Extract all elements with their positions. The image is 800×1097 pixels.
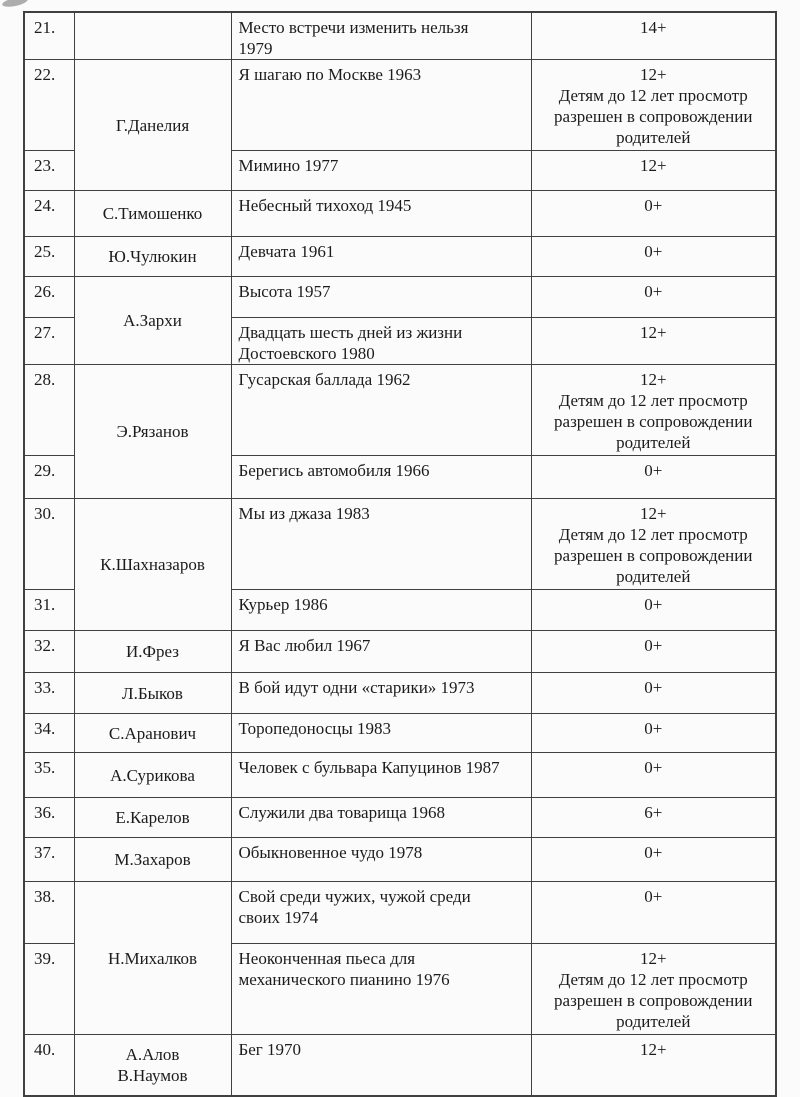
table-row-21 xyxy=(24,12,776,60)
film-title-line: Небесный тихоход 1945 xyxy=(238,196,412,215)
age-rating-line: родителей xyxy=(616,1012,691,1031)
film-title-cell xyxy=(231,944,531,1035)
film-title-line: 1979 xyxy=(238,39,273,58)
row-number-cell: 34. xyxy=(24,714,74,753)
film-title-line: своих 1974 xyxy=(238,908,319,927)
director-cell xyxy=(74,631,231,673)
age-rating-line: 0+ xyxy=(644,719,663,738)
row-number-cell: 35. xyxy=(24,753,74,798)
age-rating-cell xyxy=(531,499,776,590)
film-title-line: Двадцать шесть дней из жизни xyxy=(238,323,463,342)
film-title-line: Свой среди чужих, чужой среди xyxy=(238,887,471,906)
row-number-cell: 27. xyxy=(24,318,74,365)
table-row-28 xyxy=(24,365,776,456)
age-rating-cell xyxy=(531,60,776,151)
age-rating-line: 12+ xyxy=(639,1040,667,1059)
age-rating-cell xyxy=(531,191,776,237)
row-number-cell: 21. xyxy=(24,12,74,60)
row-number-cell: 26. xyxy=(24,277,74,318)
film-title-line: Бег 1970 xyxy=(238,1040,302,1059)
film-title-cell xyxy=(231,714,531,753)
age-rating-line: 0+ xyxy=(644,242,663,261)
director-name-line: С.Тимошенко xyxy=(102,204,203,223)
age-rating-line: 0+ xyxy=(644,636,663,655)
director-cell xyxy=(74,882,231,1035)
age-rating-line: 0+ xyxy=(644,595,663,614)
table-row-37 xyxy=(24,838,776,882)
director-name-line: С.Аранович xyxy=(108,723,197,743)
film-title-cell xyxy=(231,1035,531,1096)
row-number-cell: 30. xyxy=(24,499,74,590)
row-number-cell: 36. xyxy=(24,798,74,838)
age-rating-cell xyxy=(531,151,776,191)
age-rating-cell xyxy=(531,12,776,60)
age-rating-cell xyxy=(531,631,776,673)
film-title-cell xyxy=(231,318,531,365)
age-rating-line: Детям до 12 лет просмотр xyxy=(558,970,748,989)
film-title-line: Гусарская баллада 1962 xyxy=(238,370,411,389)
film-title-line: Девчата 1961 xyxy=(238,242,335,261)
director-name-line: Г.Данелия xyxy=(115,115,190,135)
age-rating-line: 0+ xyxy=(644,758,663,777)
director-name-line: Э.Рязанов xyxy=(116,422,189,441)
row-number-cell: 28. xyxy=(24,365,74,456)
age-rating-line: 14+ xyxy=(639,18,667,37)
age-rating-line: 12+ xyxy=(639,370,667,389)
table-row-25 xyxy=(24,237,776,277)
age-rating-cell xyxy=(531,882,776,944)
age-rating-cell xyxy=(531,318,776,365)
age-rating-line: 0+ xyxy=(644,678,663,697)
table-row-40 xyxy=(24,1035,776,1096)
row-number-cell: 40. xyxy=(24,1035,74,1096)
age-rating-line: 0+ xyxy=(644,282,663,301)
age-rating-cell xyxy=(531,714,776,753)
director-name-line: И.Фрез xyxy=(126,642,179,661)
film-title-cell xyxy=(231,60,531,151)
table-row-32 xyxy=(24,631,776,673)
age-rating-cell xyxy=(531,237,776,277)
row-number-cell: 33. xyxy=(24,673,74,714)
director-name-line: Л.Быков xyxy=(122,683,183,703)
director-name-line: М.Захаров xyxy=(114,850,191,869)
film-title-line: Мимино 1977 xyxy=(238,156,339,175)
row-number-cell: 23. xyxy=(24,151,74,191)
row-number-cell: 32. xyxy=(24,631,74,673)
age-rating-line: 0+ xyxy=(644,461,663,480)
age-rating-cell xyxy=(531,1035,776,1096)
age-rating-cell xyxy=(531,365,776,456)
director-cell xyxy=(74,798,231,838)
film-title-line: Высота 1957 xyxy=(238,282,331,301)
director-name-line: Н.Михалков xyxy=(107,948,198,968)
films-table-body xyxy=(24,12,776,1096)
table-row-24 xyxy=(24,191,776,237)
row-number-cell: 38. xyxy=(24,882,74,944)
age-rating-line: 12+ xyxy=(639,156,667,175)
age-rating-line: 6+ xyxy=(644,803,663,822)
age-rating-line: Детям до 12 лет просмотр xyxy=(558,391,748,410)
film-title-line: Обыкновенное чудо 1978 xyxy=(238,843,423,862)
film-title-line: Мы из джаза 1983 xyxy=(238,504,370,523)
age-rating-line: Детям до 12 лет просмотр xyxy=(558,525,748,544)
table-row-30 xyxy=(24,499,776,590)
film-title-line: Место встречи изменить нельзя xyxy=(238,18,469,37)
age-rating-cell xyxy=(531,673,776,714)
director-name-line: К.Шахназаров xyxy=(100,555,205,574)
director-cell xyxy=(74,499,231,631)
film-title-line: Человек с бульвара Капуцинов 1987 xyxy=(238,758,500,777)
age-rating-line: 12+ xyxy=(639,949,667,968)
age-rating-line: родителей xyxy=(616,128,691,147)
film-title-cell xyxy=(231,237,531,277)
film-title-cell xyxy=(231,456,531,499)
director-cell xyxy=(74,60,231,191)
director-cell xyxy=(74,237,231,277)
director-cell xyxy=(74,191,231,237)
age-rating-line: 12+ xyxy=(639,65,667,84)
director-name-line: А.Сурикова xyxy=(110,765,195,785)
director-name-line: В.Наумов xyxy=(117,1065,188,1085)
age-rating-line: Детям до 12 лет просмотр xyxy=(558,86,748,105)
row-number-cell: 25. xyxy=(24,237,74,277)
film-title-cell xyxy=(231,277,531,318)
row-number-cell: 31. xyxy=(24,590,74,631)
table-row-34 xyxy=(24,714,776,753)
table-row-35 xyxy=(24,753,776,798)
age-rating-cell xyxy=(531,590,776,631)
age-rating-line: родителей xyxy=(616,433,691,452)
table-row-38 xyxy=(24,882,776,944)
row-number-cell: 39. xyxy=(24,944,74,1035)
row-number-cell: 37. xyxy=(24,838,74,882)
table-row-33 xyxy=(24,673,776,714)
film-title-line: Берегись автомобиля 1966 xyxy=(238,461,430,480)
director-cell xyxy=(74,365,231,499)
table-row-22 xyxy=(24,60,776,151)
director-cell xyxy=(74,673,231,714)
director-cell xyxy=(74,12,231,60)
film-title-line: Торопедоносцы 1983 xyxy=(238,719,392,738)
film-title-line: Неоконченная пьеса для xyxy=(238,949,416,968)
director-cell xyxy=(74,753,231,798)
age-rating-cell xyxy=(531,798,776,838)
film-title-line: Курьер 1986 xyxy=(238,595,328,614)
scan-smudge-artifact xyxy=(1,0,28,9)
films-table xyxy=(23,11,777,1097)
film-title-cell xyxy=(231,590,531,631)
film-title-cell xyxy=(231,753,531,798)
age-rating-line: 12+ xyxy=(639,323,667,342)
row-number-cell: 24. xyxy=(24,191,74,237)
film-title-cell xyxy=(231,882,531,944)
director-cell xyxy=(74,1035,231,1096)
age-rating-cell xyxy=(531,944,776,1035)
age-rating-cell xyxy=(531,753,776,798)
age-rating-line: 0+ xyxy=(644,196,663,215)
table-row-26 xyxy=(24,277,776,318)
film-title-line: Я шагаю по Москве 1963 xyxy=(238,65,422,84)
director-name-line: А.Алов xyxy=(125,1044,180,1064)
film-title-cell xyxy=(231,798,531,838)
film-title-cell xyxy=(231,151,531,191)
age-rating-line: разрешен в сопровождении xyxy=(554,107,753,126)
film-title-cell xyxy=(231,499,531,590)
age-rating-cell xyxy=(531,456,776,499)
film-title-line: В бой идут одни «старики» 1973 xyxy=(238,678,475,697)
director-cell xyxy=(74,714,231,753)
film-title-cell xyxy=(231,673,531,714)
age-rating-line: разрешен в сопровождении xyxy=(554,991,753,1010)
age-rating-cell xyxy=(531,838,776,882)
film-title-cell xyxy=(231,631,531,673)
director-name-line: Ю.Чулюкин xyxy=(108,247,197,266)
film-title-cell xyxy=(231,365,531,456)
film-title-line: Достоевского 1980 xyxy=(238,344,375,363)
director-name-line: Е.Карелов xyxy=(115,808,190,827)
director-cell xyxy=(74,277,231,365)
film-title-cell xyxy=(231,12,531,60)
age-rating-line: 12+ xyxy=(639,504,667,523)
film-title-line: Я Вас любил 1967 xyxy=(238,636,371,655)
director-name-line: А.Зархи xyxy=(123,311,182,330)
table-row-36 xyxy=(24,798,776,838)
film-title-cell xyxy=(231,191,531,237)
film-title-line: механического пианино 1976 xyxy=(238,970,450,989)
film-title-cell xyxy=(231,838,531,882)
age-rating-line: разрешен в сопровождении xyxy=(554,546,753,565)
age-rating-line: родителей xyxy=(616,567,691,586)
age-rating-line: 0+ xyxy=(644,843,663,862)
age-rating-line: 0+ xyxy=(644,887,663,906)
age-rating-cell xyxy=(531,277,776,318)
age-rating-line: разрешен в сопровождении xyxy=(554,412,753,431)
film-title-line: Служили два товарища 1968 xyxy=(238,803,446,822)
row-number-cell: 22. xyxy=(24,60,74,151)
row-number-cell: 29. xyxy=(24,456,74,499)
director-cell xyxy=(74,838,231,882)
